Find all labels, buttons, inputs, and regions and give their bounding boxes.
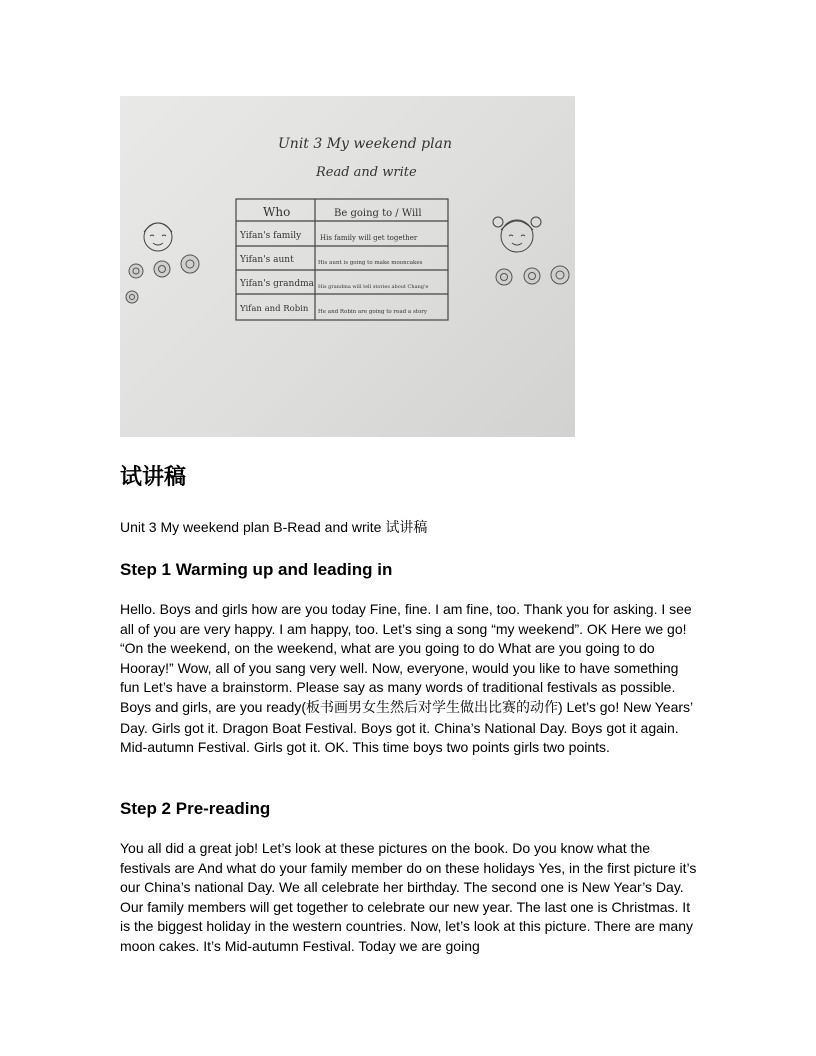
step1-text-b: ) Let’s go! New Years’ Day. Girls got it. Dragon Boat Festival. Boys got it. China’s National Day. Boys got it again. Mid-autumn Festival. Girls got it. OK. This time boys two points girls two points. xyxy=(120,698,693,756)
step2-heading: Step 2 Pre-reading xyxy=(120,799,271,818)
mooncake-drawings-left xyxy=(126,255,199,303)
board-title-line1: Unit 3 My weekend plan xyxy=(278,136,452,152)
board-header-action: Be going to / Will xyxy=(334,208,422,219)
step1-text-chinese: 板书画男女生然后对学生做出比赛的动作 xyxy=(305,699,558,716)
board-cell: His family will get together xyxy=(320,234,418,242)
board-cell: He and Robin are going to read a story xyxy=(318,309,428,315)
mooncake-drawings-right xyxy=(496,266,569,285)
board-cell: His grandma will tell stories about Chang'e xyxy=(318,284,429,290)
board-cell: Yifan's aunt xyxy=(240,255,294,265)
boy-face-drawing xyxy=(144,223,172,251)
board-cell: His aunt is going to make mooncakes xyxy=(318,260,423,266)
document-subtitle: Unit 3 My weekend plan B-Read and write 试讲稿 xyxy=(120,519,428,535)
whiteboard-drawing xyxy=(120,96,575,437)
step1-text-a: Hello. Boys and girls how are you today Fine, fine. I am fine, too. Thank you for asking. I see all of you are very happy. I am happy, too. Let’s sing a song “my weekend”. OK Here we go! “On the weekend, on the weekend, what are you going to do What are you going to do Hooray!” Wow, all of you sang very well. Now, everyone, would you like to have something fun Let’s have a brainstorm. Please say as many words of traditional festivals as possible. Boys and girls, are you ready( xyxy=(120,601,692,715)
board-cell: Yifan's grandma xyxy=(240,279,314,289)
board-cell: Yifan and Robin xyxy=(240,304,309,314)
board-title-line2: Read and write xyxy=(316,165,417,180)
step2-paragraph: You all did a great job! Let’s look at these pictures on the book. Do you know what the festivals are And what do your family member do on these holidays Yes, in the first picture it’s our China’s national Day. We all celebrate her birthday. The second one is New Year’s Day. Our family members will get together to celebrate our new year. The last one is Christmas. It is the biggest holiday in the western countries. Now, let’s look at this picture. There are many moon cakes. It’s Mid-autumn Festival. Today we are going xyxy=(120,840,697,954)
board-cell: Yifan's family xyxy=(240,231,302,241)
whiteboard-photo xyxy=(120,96,575,437)
board-header-who: Who xyxy=(263,205,291,219)
step1-paragraph xyxy=(120,600,700,758)
step1-heading: Step 1 Warming up and leading in xyxy=(120,560,393,579)
girl-face-drawing xyxy=(493,217,541,252)
page-title: 试讲稿 xyxy=(120,465,187,490)
